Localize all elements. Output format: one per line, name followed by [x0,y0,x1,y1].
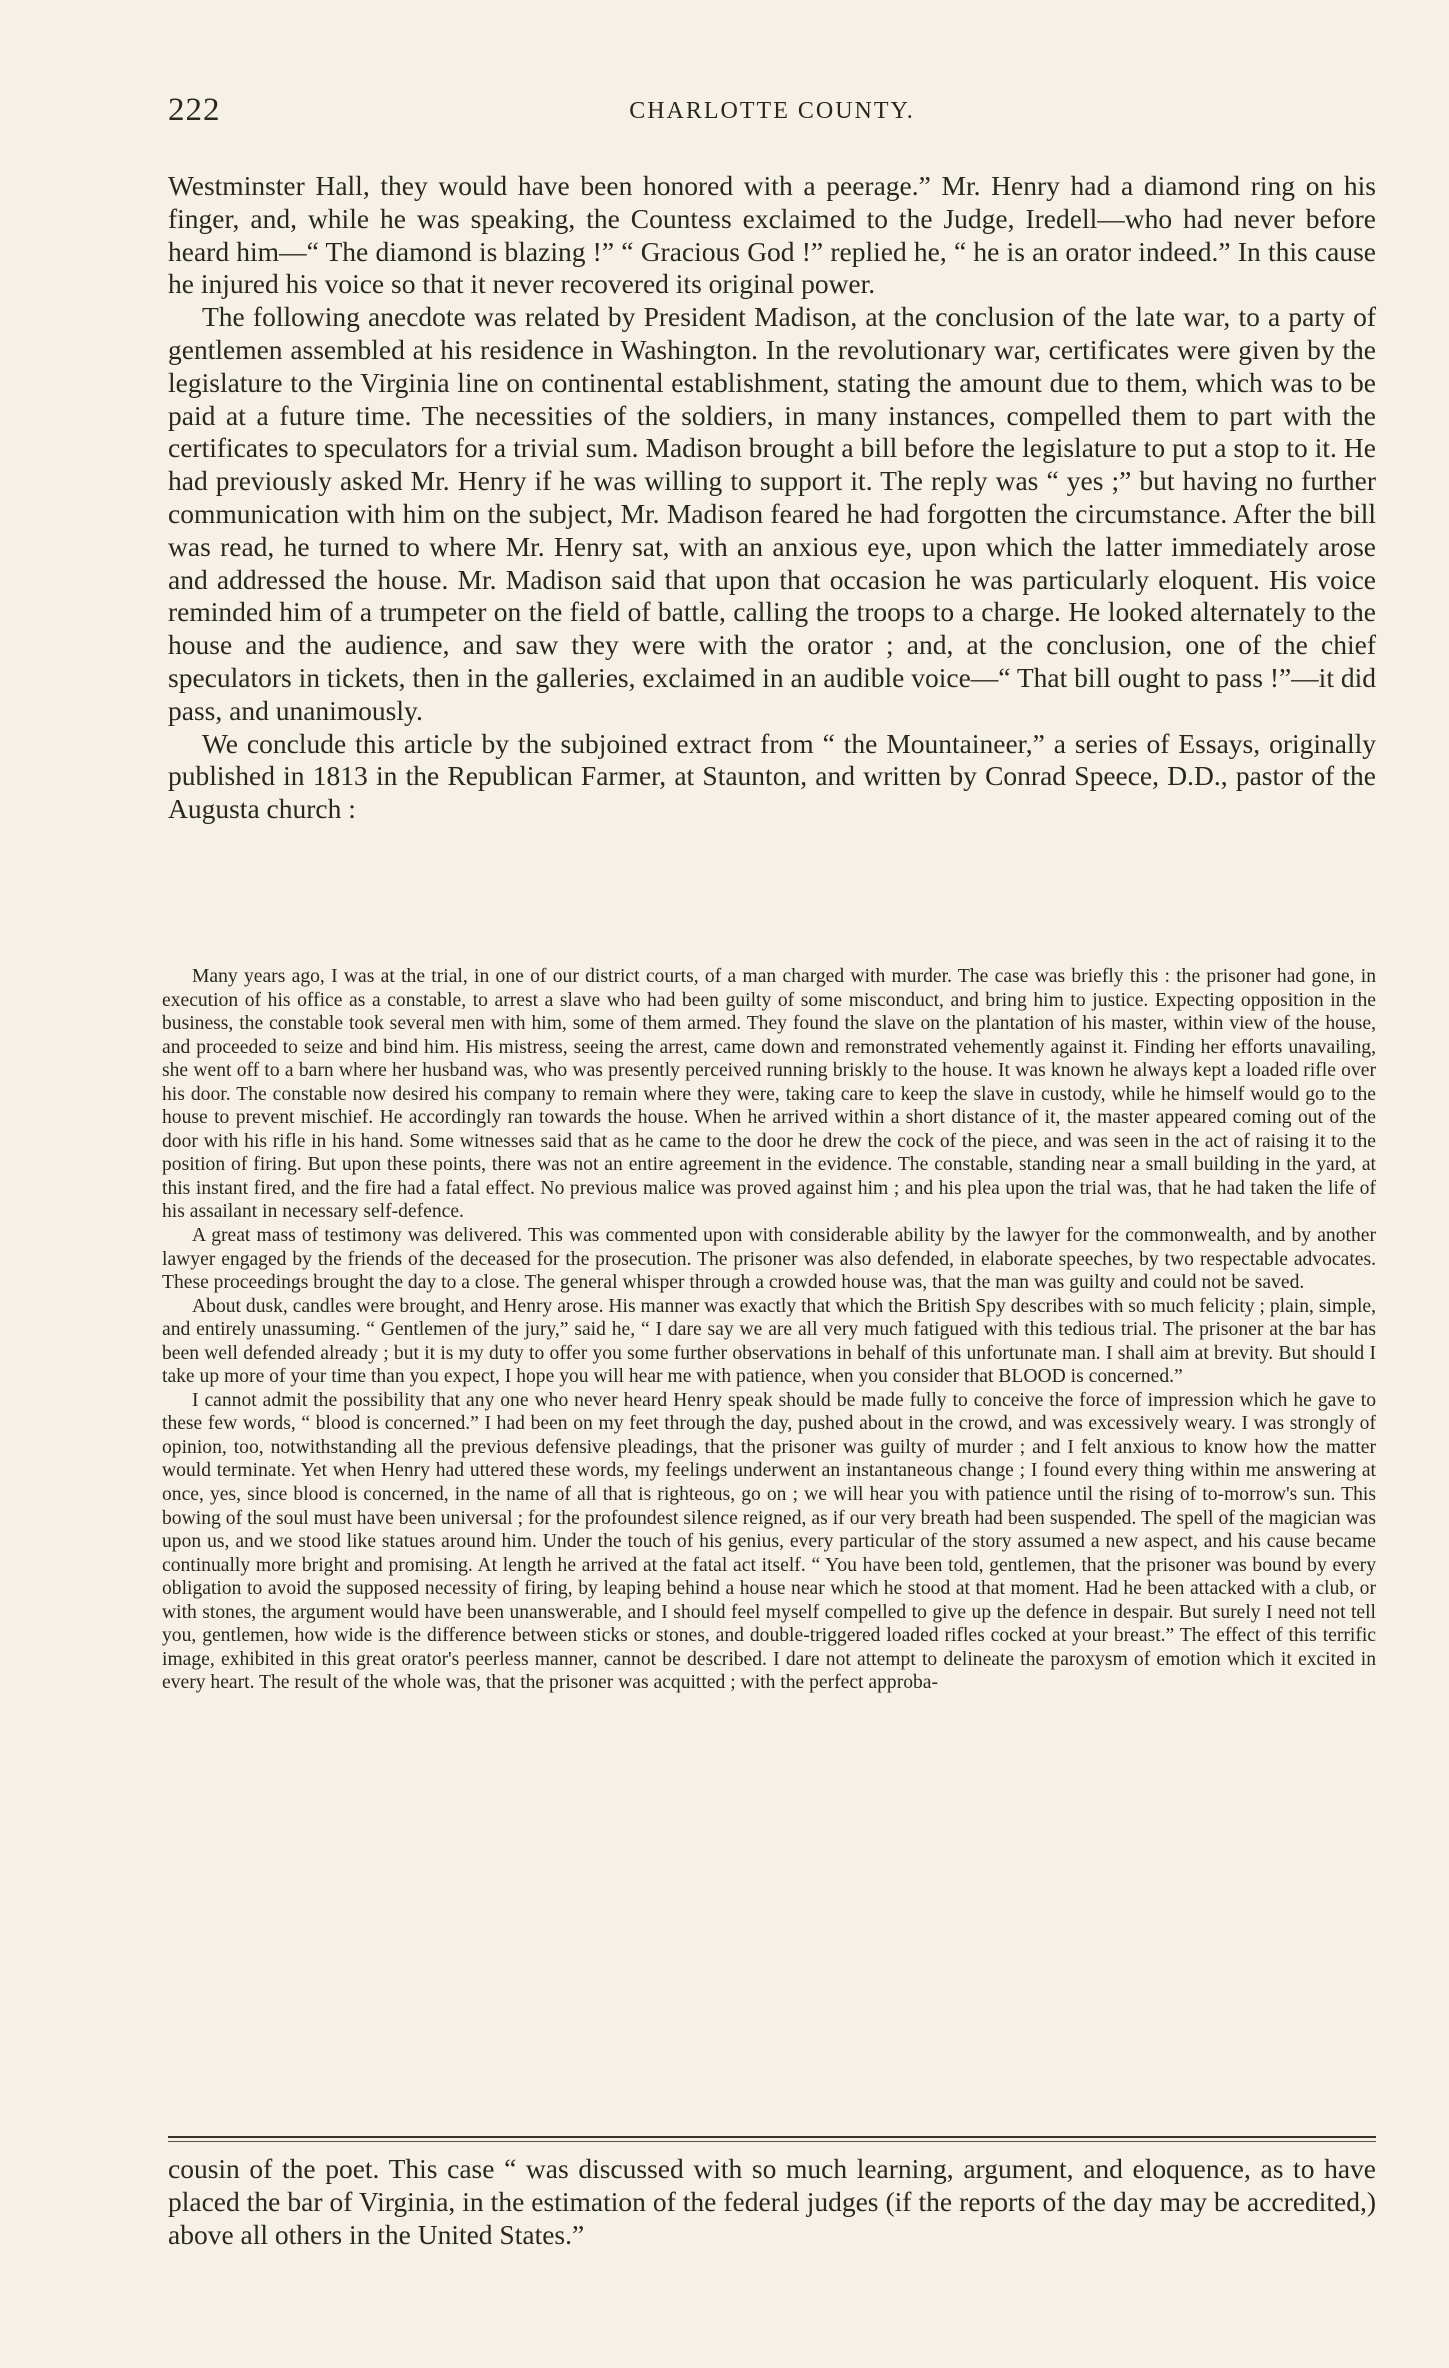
body-paragraph: The following anecdote was related by President Madison, at the conclusion of the late war, to a party of gentlemen assembled at his residence in Washington. In the revolutionary war, certificates were given by the legislature to the Virginia line on continental establishment, stating the amount due to them, which was to be paid at a future time. The necessities of the soldiers, in many instances, compelled them to part with the certificates to speculators for a trivial sum. Madison brought a bill before the legislature to put a stop to it. He had previously asked Mr. Henry if he was willing to support it. The reply was “ yes ;” but having no further communication with him on the subject, Mr. Madison feared he had forgotten the circumstance. After the bill was read, he turned to where Mr. Henry sat, with an anxious eye, upon which the latter immediately arose and addressed the house. Mr. Madison said that upon that occasion he was particularly eloquent. His voice reminded him of a trumpeter on the field of battle, calling the troops to a charge. He looked alternately to the house and the audience, and saw they were with the orator ; and, at the conclusion, one of the chief speculators in tickets, then in the galleries, exclaimed in an audible voice—“ That bill ought to pass !”—it did pass, and unanimously. [168,301,1376,726]
extract-paragraph: About dusk, candles were brought, and Henry arose. His manner was exactly that which the British Spy describes with so much felicity ; plain, simple, and entirely unassuming. “ Gentlemen of the jury,” said he, “ I dare say we are all very much fatigued with this tedious trial. The prisoner at the bar has been well defended already ; but it is my duty to offer you some further observations in behalf of this unfortunate man. I shall aim at brevity. But should I take up more of your time than you expect, I hope you will hear me with patience, when you consider that BLOOD is concerned.” [162,1295,1376,1388]
body-paragraph: Westminster Hall, they would have been honored with a peerage.” Mr. Henry had a diamond ring on his finger, and, while he was speaking, the Countess exclaimed to the Judge, Iredell—who had never before heard him—“ The diamond is blazing !” “ Gracious God !” replied he, “ he is an orator indeed.” In this cause he injured his voice so that it never recovered its original power. [168,170,1376,300]
page-header [168,92,1376,142]
quoted-extract [162,965,1376,1695]
running-title: CHARLOTTE COUNTY. [629,98,915,124]
body-paragraph: We conclude this article by the subjoined extract from “ the Mountaineer,” a series of Essays, originally published in 1813 in the Republican Farmer, at Staunton, and written by Conrad Speece, D.D., pastor of the Augusta church : [168,727,1376,825]
footnote [168,2152,1376,2251]
page-number: 222 [168,92,221,128]
extract-paragraph: I cannot admit the possibility that any one who never heard Henry speak should be made fully to conceive the force of impression which he gave to these few words, “ blood is concerned.” I had been on my feet through the day, pushed about in the crowd, and was excessively weary. I was strongly of opinion, too, notwithstanding all the previous defensive pleadings, that the prisoner was guilty of murder ; and I felt anxious to know how the matter would terminate. Yet when Henry had uttered these words, my feelings underwent an instantaneous change ; I found every thing within me answering at once, yes, since blood is concerned, in the name of all that is righteous, go on ; we will hear you with patience until the rising of to-morrow's sun. This bowing of the soul must have been universal ; for the profoundest silence reigned, as if our very breath had been suspended. The spell of the magician was upon us, and we stood like statues around him. Under the touch of his genius, every particular of the story assumed a new aspect, and his cause became continually more bright and promising. At length he arrived at the fatal act itself. “ You have been told, gentlemen, that the prisoner was bound by every obligation to avoid the supposed necessity of firing, by leaping behind a house near which he stood at that moment. Had he been attacked with a club, or with stones, the argument would have been unanswerable, and I should feel myself compelled to give up the defence in despair. But surely I need not tell you, gentlemen, how wide is the difference between sticks or stones, and double-triggered loaded rifles cocked at your breast.” The effect of this terrific image, exhibited in this great orator's peerless manner, cannot be described. I dare not attempt to delineate the paroxysm of emotion which it excited in every heart. The result of the whole was, that the prisoner was acquitted ; with the perfect approba- [162,1389,1376,1694]
extract-paragraph: Many years ago, I was at the trial, in one of our district courts, of a man charged with murder. The case was briefly this : the prisoner had gone, in execution of his office as a constable, to arrest a slave who had been guilty of some misconduct, and bring him to justice. Expecting opposition in the business, the constable took several men with him, some of them armed. They found the slave on the plantation of his master, within view of the house, and proceeded to seize and bind him. His mistress, seeing the arrest, came down and remonstrated vehemently against it. Finding her efforts unavailing, she went off to a barn where her husband was, who was presently perceived running briskly to the house. It was known he always kept a loaded rifle over his door. The constable now desired his company to remain where they were, taking care to keep the slave in custody, while he himself would go to the house to prevent mischief. He accordingly ran towards the house. When he arrived within a short distance of it, the master appeared coming out of the door with his rifle in his hand. Some witnesses said that as he came to the door he drew the cock of the piece, and was seen in the act of raising it to the position of firing. But upon these points, there was not an entire agreement in the evidence. The constable, standing near a small building in the yard, at this instant fired, and the fire had a fatal effect. No previous malice was proved against him ; and his plea upon the trial was, that he had taken the life of his assailant in necessary self-defence. [162,966,1376,1223]
main-text [168,170,1376,826]
footnote-text: cousin of the poet. This case “ was discussed with so much learning, argument, and eloquence, as to have placed the bar of Virginia, in the estimation of the federal judges (if the reports of the day may be accredited,) above all others in the United States.” [168,2153,1376,2250]
footnote-rule [168,2136,1376,2138]
extract-paragraph: A great mass of testimony was delivered. This was commented upon with considerable ability by the lawyer for the commonwealth, and by another lawyer engaged by the friends of the deceased for the prosecution. The prisoner was also defended, in elaborate speeches, by two respectable advocates. These proceedings brought the day to a close. The general whisper through a crowded house was, that the man was guilty and could not be saved. [162,1225,1376,1294]
footnote-rule-thin [168,2141,1376,2142]
